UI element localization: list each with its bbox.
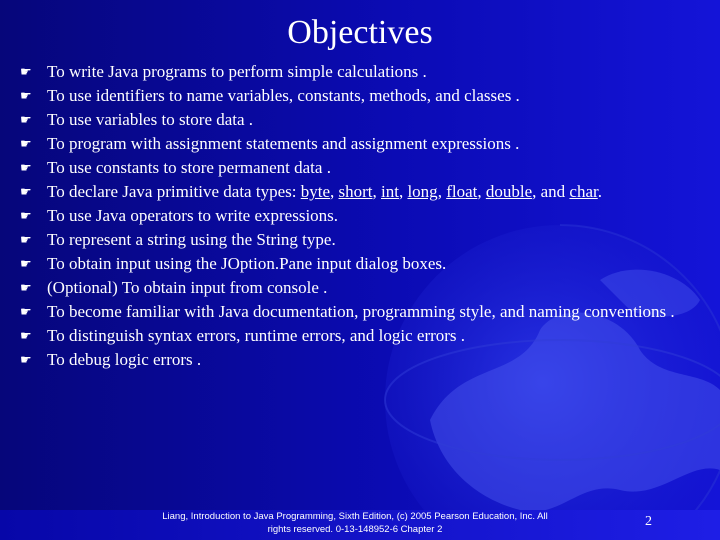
objective-item xyxy=(20,326,710,346)
pointing-hand-bullet-icon: ☛ xyxy=(20,65,32,80)
objective-text: . xyxy=(597,182,602,201)
objective-text: , xyxy=(437,182,447,201)
objective-text: To distinguish syntax errors, runtime errors, and logic errors . xyxy=(47,326,466,345)
pointing-hand-bullet-icon: ☛ xyxy=(20,257,32,272)
type-keyword: double xyxy=(485,182,533,201)
objectives-list xyxy=(20,62,710,374)
objective-item xyxy=(20,110,710,130)
type-keyword: short xyxy=(338,182,373,201)
objective-text: , and xyxy=(532,182,570,201)
objective-item xyxy=(20,62,710,82)
objective-text: To become familiar with Java documentation, programming style, and naming conventions . xyxy=(47,302,675,321)
objective-text: To write Java programs to perform simple calculations . xyxy=(47,62,427,81)
pointing-hand-bullet-icon: ☛ xyxy=(20,89,32,104)
objective-text: To represent a string using the String type. xyxy=(47,230,336,249)
page-number: 2 xyxy=(645,514,652,529)
objective-text: To use Java operators to write expressions. xyxy=(47,206,339,225)
objective-item xyxy=(20,278,710,298)
pointing-hand-bullet-icon: ☛ xyxy=(20,161,32,176)
pointing-hand-bullet-icon: ☛ xyxy=(20,353,32,368)
footer-line-1: Liang, Introduction to Java Programming, Sixth Edition, (c) 2005 Pearson Education, Inc. All xyxy=(162,511,548,522)
type-keyword: char xyxy=(569,182,598,201)
objective-item xyxy=(20,182,710,202)
footer-copyright xyxy=(140,510,570,536)
objective-item xyxy=(20,254,710,274)
pointing-hand-bullet-icon: ☛ xyxy=(20,233,32,248)
pointing-hand-bullet-icon: ☛ xyxy=(20,305,32,320)
objective-text: , xyxy=(372,182,381,201)
footer-line-2: rights reserved. 0-13-148952-6 Chapter 2 xyxy=(267,524,443,535)
objective-text: (Optional) To obtain input from console . xyxy=(47,278,328,297)
objective-text: To program with assignment statements and assignment expressions . xyxy=(47,134,520,153)
objective-text: To use variables to store data . xyxy=(47,110,254,129)
objective-text: , xyxy=(330,182,339,201)
objective-item xyxy=(20,86,710,106)
pointing-hand-bullet-icon: ☛ xyxy=(20,137,32,152)
objective-item xyxy=(20,206,710,226)
objective-text: , xyxy=(398,182,408,201)
objective-item xyxy=(20,350,710,370)
pointing-hand-bullet-icon: ☛ xyxy=(20,281,32,296)
pointing-hand-bullet-icon: ☛ xyxy=(20,113,32,128)
pointing-hand-bullet-icon: ☛ xyxy=(20,209,32,224)
objective-item xyxy=(20,230,710,250)
objective-item xyxy=(20,134,710,154)
slide-title: Objectives xyxy=(287,14,433,51)
objective-text: To use identifiers to name variables, constants, methods, and classes . xyxy=(47,86,520,105)
objective-text: To debug logic errors . xyxy=(47,350,202,369)
type-keyword: int xyxy=(381,182,399,201)
objective-text: , xyxy=(477,182,486,201)
objective-text: To declare Java primitive data types: xyxy=(47,182,301,201)
type-keyword: byte xyxy=(300,182,330,201)
pointing-hand-bullet-icon: ☛ xyxy=(20,329,32,344)
objective-item xyxy=(20,158,710,178)
objective-text: To use constants to store permanent data . xyxy=(47,158,331,177)
pointing-hand-bullet-icon: ☛ xyxy=(20,185,32,200)
type-keyword: float xyxy=(446,182,478,201)
objective-item xyxy=(20,302,710,322)
type-keyword: long xyxy=(407,182,438,201)
objective-text: To obtain input using the JOption.Pane input dialog boxes. xyxy=(47,254,447,273)
